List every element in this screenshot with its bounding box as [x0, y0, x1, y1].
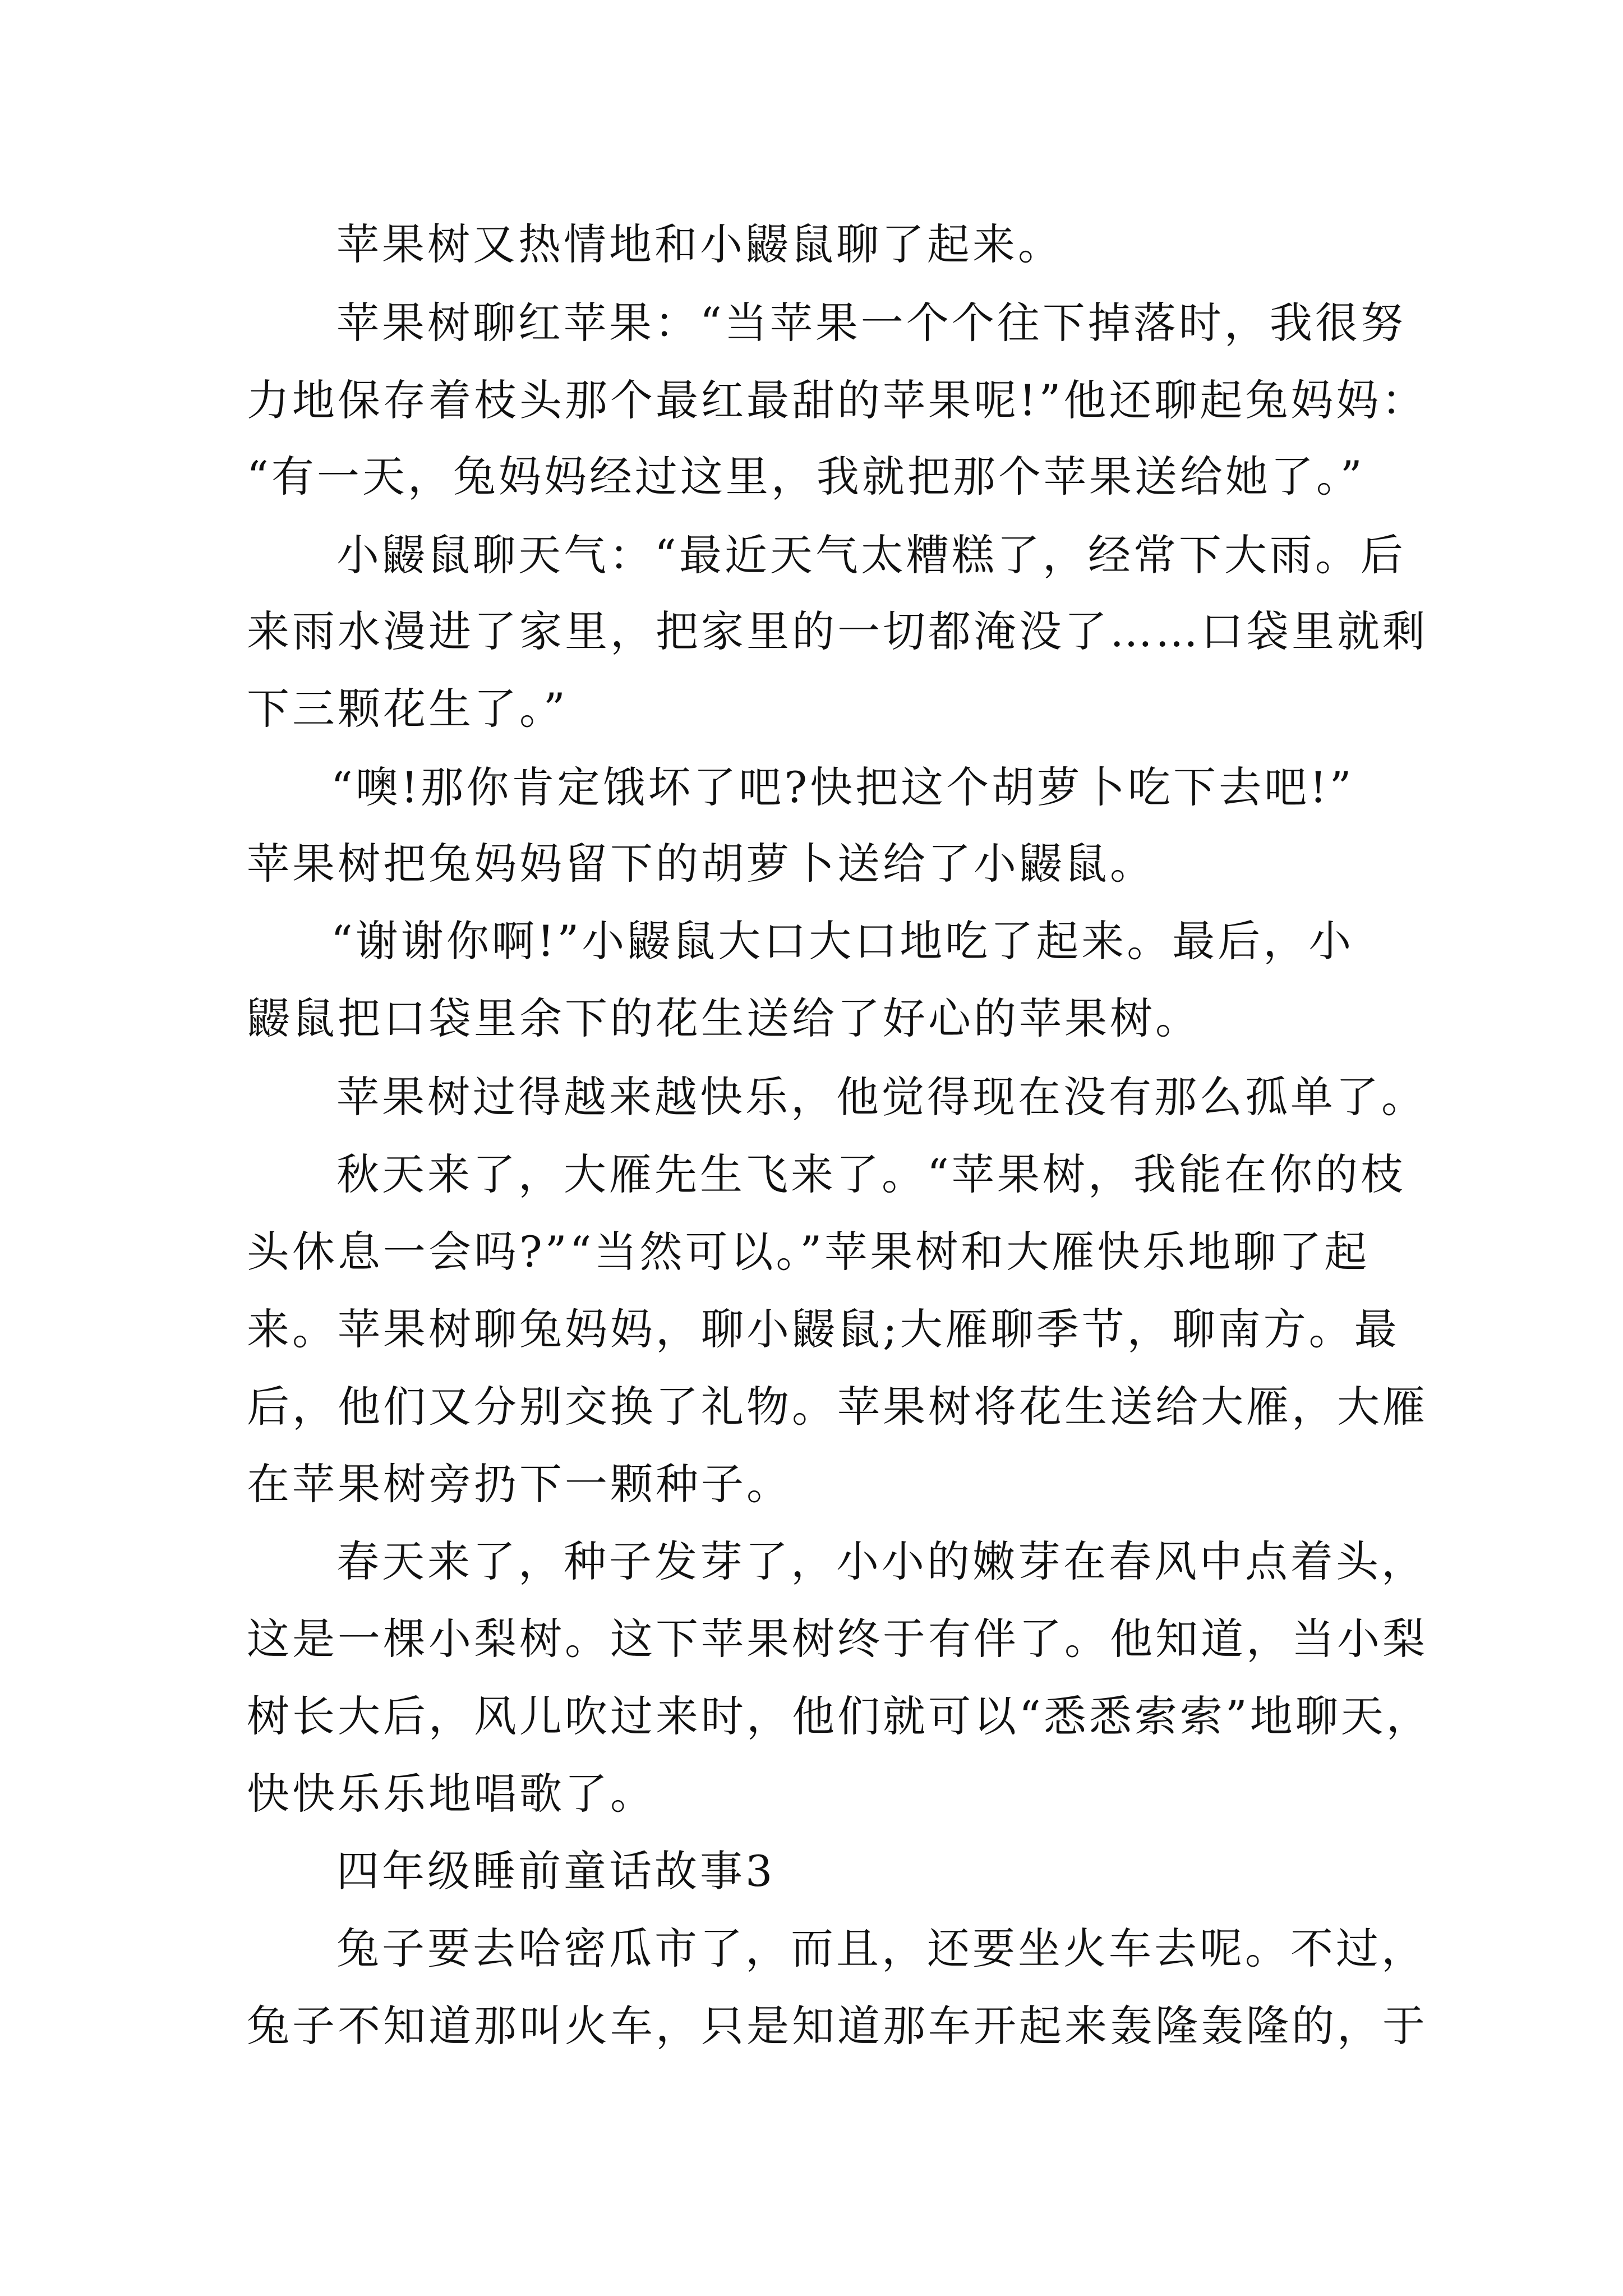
text-line: 后，他们又分别交换了礼物。苹果树将花生送给大雁，大雁	[247, 1382, 1428, 1432]
text-line: 快快乐乐地唱歌了。	[247, 1769, 656, 1819]
text-line: 来。苹果树聊兔妈妈，聊小鼹鼠;大雁聊季节，聊南方。最	[247, 1304, 1400, 1354]
text-line: 这是一棵小梨树。这下苹果树终于有伴了。他知道，当小梨	[247, 1614, 1428, 1664]
text-line: 鼹鼠把口袋里余下的花生送给了好心的苹果树。	[247, 993, 1201, 1043]
text-line: “噢!那你肯定饿坏了吧?快把这个胡萝卜吃下去吧!”	[331, 762, 1354, 812]
text-line: 头休息一会吗?”“当然可以。”苹果树和大雁快乐地聊了起	[247, 1227, 1370, 1277]
text-line: 力地保存着枝头那个最红最甜的苹果呢!”他还聊起兔妈妈：	[247, 375, 1427, 425]
text-line: 下三颗花生了。”	[247, 684, 568, 734]
text-line: 兔子要去哈密瓜市了，而且，还要坐火车去呢。不过，	[336, 1924, 1427, 1973]
text-line: 苹果树又热情地和小鼹鼠聊了起来。	[336, 219, 1063, 269]
text-line: 来雨水漫进了家里，把家里的一切都淹没了……口袋里就剩	[247, 606, 1428, 656]
text-line: 苹果树把兔妈妈留下的胡萝卜送给了小鼹鼠。	[247, 839, 1155, 889]
text-line: “谢谢你啊!”小鼹鼠大口大口地吃了起来。最后，小	[331, 916, 1354, 966]
text-line: 秋天来了，大雁先生飞来了。“苹果树，我能在你的枝	[336, 1149, 1406, 1199]
text-line: “有一天，兔妈妈经过这里，我就把那个苹果送给她了。”	[247, 452, 1365, 501]
text-line: 小鼹鼠聊天气：“最近天气太糟糕了，经常下大雨。后	[336, 530, 1406, 580]
text-line: 春天来了，种子发芽了，小小的嫩芽在春风中点着头，	[336, 1536, 1427, 1586]
text-line: 兔子不知道那叫火车，只是知道那车开起来轰隆轰隆的，于	[247, 2001, 1428, 2051]
text-line: 苹果树聊红苹果：“当苹果一个个往下掉落时，我很努	[336, 298, 1406, 348]
text-line: 树长大后，风儿吹过来时，他们就可以“悉悉索索”地聊天，	[247, 1691, 1432, 1741]
section-heading: 四年级睡前童话故事3	[336, 1846, 776, 1896]
text-line: 在苹果树旁扔下一颗种子。	[247, 1459, 792, 1509]
text-line: 苹果树过得越来越快乐，他觉得现在没有那么孤单了。	[336, 1072, 1427, 1122]
